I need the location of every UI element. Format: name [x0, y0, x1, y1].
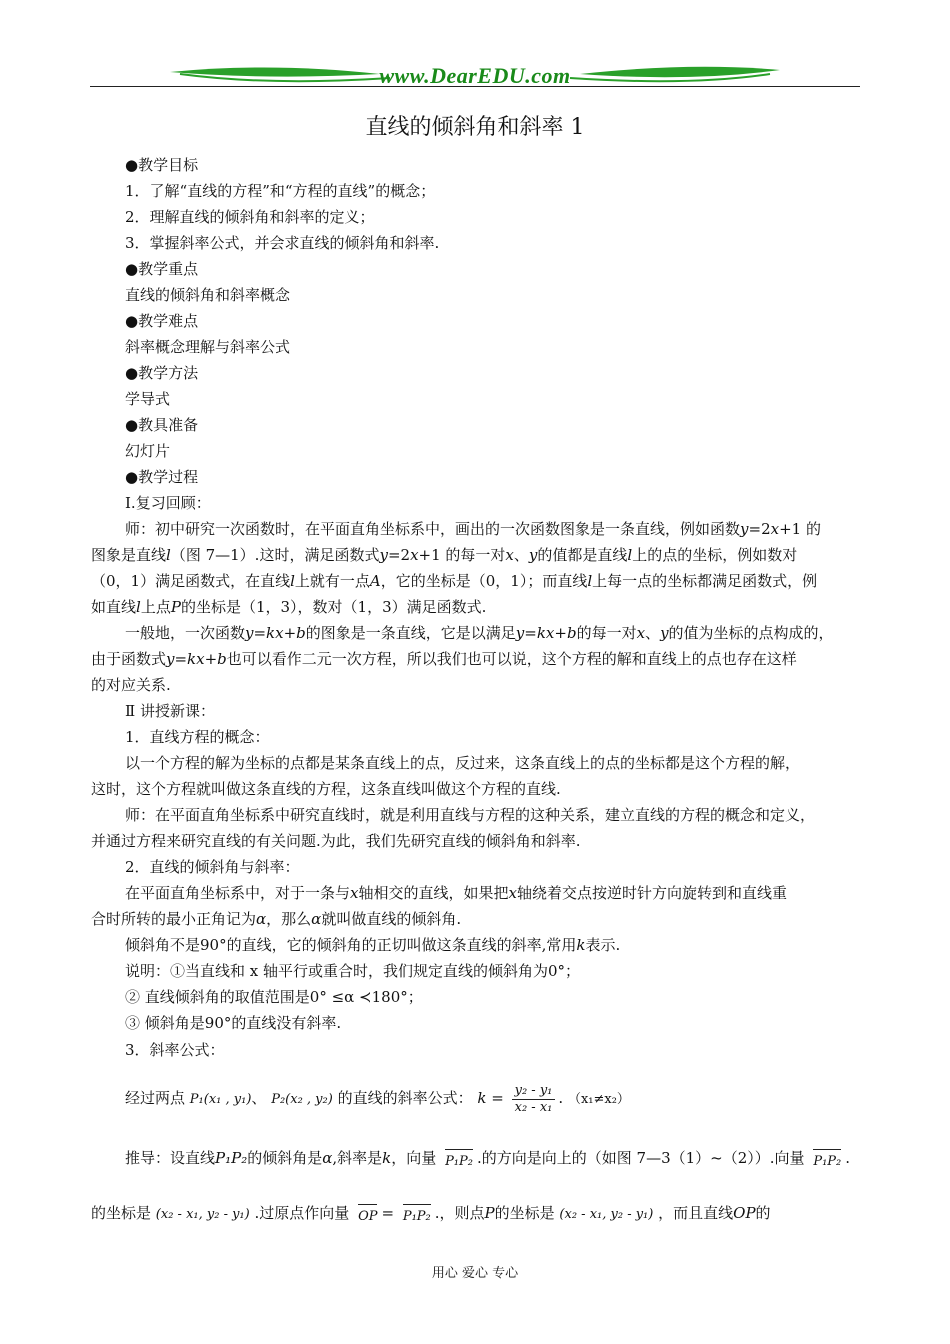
- vector-p1p2-3: P₁P₂: [403, 1204, 431, 1225]
- derivation-line1: 推导：设直线P₁P₂的倾斜角是α,斜率是k，向量 P₁P₂ .的方向是向上的（如图 7—3（1）~（2））.向量 P₁P₂ .: [125, 1149, 851, 1169]
- slope-fraction: $\frac{\text{y₂ - y₁}}{\text{x₂ - x₁}}$: [512, 1083, 556, 1116]
- p2-line1: 一般地，一次函数y=kx+b的图象是一条直线，它是以满足y=kx+b的每一对x、y的值为坐标的点构成的，: [125, 624, 834, 642]
- s2-title: 2．直线的倾斜角与斜率：: [125, 858, 300, 876]
- goal-2: 2．理解直线的倾斜角和斜率的定义；: [125, 208, 375, 226]
- heading-key-points: ●教学重点: [125, 260, 199, 278]
- s1-p2-line1: 师：在平面直角坐标系中研究直线时，就是利用直线与方程的这种关系，建立直线的方程的概念和定义，: [125, 806, 816, 824]
- difficulties-text: 斜率概念理解与斜率公式: [125, 338, 291, 356]
- vector-op: OP: [358, 1204, 377, 1225]
- heading-tools: ●教具准备: [125, 416, 199, 434]
- section-review: Ⅰ.复习回顾：: [125, 494, 211, 512]
- footer-text: 用心 爱心 专心: [431, 1266, 519, 1281]
- s1-p1-line2: 这时，这个方程就叫做这条直线的方程，这条直线叫做这个方程的直线.: [91, 780, 561, 798]
- s2-p1-line2: 合时所转的最小正角记为α，那么α就叫做直线的倾斜角.: [91, 910, 462, 928]
- s2-note-2: ② 直线倾斜角的取值范围是0° ≤α ≺180°；: [125, 988, 423, 1006]
- s1-p1-line1: 以一个方程的解为坐标的点都是某条直线上的点，反过来，这条直线上的点的坐标都是这个方程的解，: [125, 754, 801, 772]
- tools-text: 幻灯片: [125, 442, 171, 460]
- section-new-lesson: Ⅱ 讲授新课：: [125, 702, 215, 720]
- s3-title: 3．斜率公式：: [125, 1041, 225, 1059]
- p1-line2: 图象是直线l（图 7—1）.这时，满足函数式y=2x+1 的每一对x、y的值都是直线l上的点的坐标，例如数对: [91, 546, 798, 564]
- s2-note-3: ③ 倾斜角是90°的直线没有斜率.: [125, 1014, 342, 1032]
- heading-process: ●教学过程: [125, 468, 199, 486]
- page-title: 直线的倾斜角和斜率 1: [365, 115, 585, 140]
- p1-line4: 如直线l上点P的坐标是（1，3），数对（1，3）满足函数式.: [91, 598, 487, 616]
- key-points-text: 直线的倾斜角和斜率概念: [125, 286, 291, 304]
- s2-p1-line1: 在平面直角坐标系中，对于一条与x轴相交的直线，如果把x轴绕着交点按逆时针方向旋转到和直线重: [125, 884, 787, 902]
- goal-3: 3．掌握斜率公式，并会求直线的倾斜角和斜率.: [125, 234, 440, 252]
- p2-line3: 的对应关系.: [91, 676, 171, 694]
- heading-teaching-goals: ●教学目标: [125, 156, 199, 174]
- logo-text: www.DearEDU.com: [379, 63, 571, 88]
- goal-1: 1．了解“直线的方程”和“方程的直线”的概念；: [125, 182, 436, 200]
- heading-difficulties: ●教学难点: [125, 312, 199, 330]
- p1-line3: （0，1）满足函数式，在直线l上就有一点A，它的坐标是（0，1）；而直线l上每一点的坐标都满足函数式，例: [91, 572, 818, 590]
- p2-line2: 由于函数式y=kx+b也可以看作二元一次方程，所以我们也可以说，这个方程的解和直线上的点也存在这样: [91, 650, 797, 668]
- method-text: 学导式: [125, 390, 171, 408]
- s2-p2: 倾斜角不是90°的直线，它的倾斜角的正切叫做这条直线的斜率,常用k表示.: [125, 936, 621, 954]
- s1-p2-line2: 并通过方程来研究直线的有关问题.为此，我们先研究直线的倾斜角和斜率.: [91, 832, 581, 850]
- heading-method: ●教学方法: [125, 364, 199, 382]
- vector-p1p2-2: P₁P₂: [813, 1149, 841, 1170]
- s2-note-1: 说明：①当直线和 x 轴平行或重合时，我们规定直线的倾斜角为0°；: [125, 962, 581, 980]
- p1-line1: 师：初中研究一次函数时，在平面直角坐标系中，画出的一次函数图象是一条直线，例如函数y=2x+1 的: [125, 520, 821, 538]
- s1-title: 1．直线方程的概念：: [125, 728, 270, 746]
- derivation-line2: 的坐标是 (x₂ - x₁, y₂ - y₁) .过原点作向量 OP = P₁P₂ .，则点P的坐标是 (x₂ - x₁, y₂ - y₁) ，而且直线OP的: [91, 1204, 771, 1224]
- vector-p1p2: P₁P₂: [445, 1149, 473, 1170]
- slope-formula-line: 经过两点 P₁(x₁ , y₁)、 P₂(x₂ , y₂) 的直线的斜率公式： k = $\frac{\text{y₂ - y₁}}{\text{x₂ - x₁}}$ . （x₁≠x₂）: [125, 1082, 630, 1115]
- header-rule: [90, 86, 860, 87]
